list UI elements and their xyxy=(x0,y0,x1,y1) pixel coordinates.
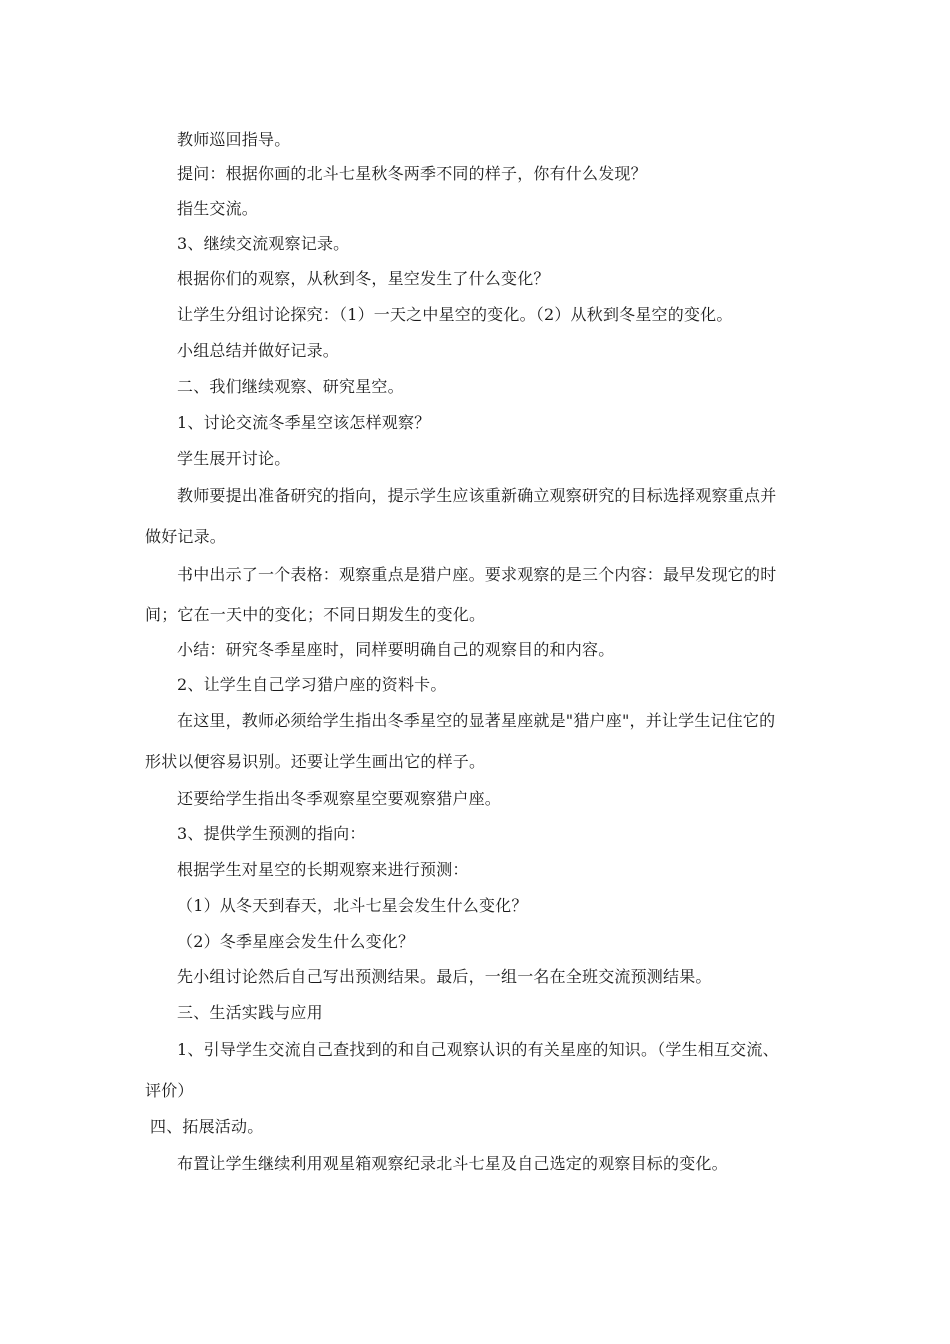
section-heading: 1、讨论交流冬季星空该怎样观察？ xyxy=(177,413,431,432)
text-line: 让学生分组讨论探究：（1）一天之中星空的变化。（2）从秋到冬星空的变化。 xyxy=(177,305,733,324)
text-line: 还要给学生指出冬季观察星空要观察猎户座。 xyxy=(177,789,502,808)
text-line: 学生展开讨论。 xyxy=(177,449,291,468)
text-line: 提问：根据你画的北斗七星秋冬两季不同的样子，你有什么发现？ xyxy=(177,164,647,183)
section-heading: 四、拓展活动。 xyxy=(150,1117,264,1136)
list-item: （2）冬季星座会发生什么变化？ xyxy=(177,932,415,951)
text-line: 书中出示了一个表格：观察重点是猎户座。要求观察的是三个内容：最早发现它的时 xyxy=(177,565,777,584)
text-line: 1、引导学生交流自己查找到的和自己观察认识的有关星座的知识。（学生相互交流、 xyxy=(177,1040,779,1059)
text-line: 间；它在一天中的变化；不同日期发生的变化。 xyxy=(145,605,486,624)
section-heading: 3、提供学生预测的指向： xyxy=(177,824,366,843)
text-line: 布置让学生继续利用观星箱观察纪录北斗七星及自己选定的观察目标的变化。 xyxy=(177,1154,728,1173)
section-heading: 3、继续交流观察记录。 xyxy=(177,234,350,253)
text-line: 根据你们的观察，从秋到冬，星空发生了什么变化？ xyxy=(177,269,550,288)
text-line: 小结：研究冬季星座时，同样要明确自己的观察目的和内容。 xyxy=(177,640,615,659)
section-heading: 二、我们继续观察、研究星空。 xyxy=(177,377,404,396)
text-line: 指生交流。 xyxy=(177,199,259,218)
list-item: （1）从冬天到春天，北斗七星会发生什么变化？ xyxy=(177,896,528,915)
text-line: 教师要提出准备研究的指向，提示学生应该重新确立观察研究的目标选择观察重点并 xyxy=(177,486,777,505)
section-heading: 2、让学生自己学习猎户座的资料卡。 xyxy=(177,675,447,694)
section-heading: 三、生活实践与应用 xyxy=(177,1003,323,1022)
text-line: 根据学生对星空的长期观察来进行预测： xyxy=(177,860,469,879)
text-line: 做好记录。 xyxy=(145,527,227,546)
text-line: 在这里，教师必须给学生指出冬季星空的显著星座就是"猎户座"，并让学生记住它的 xyxy=(177,711,776,730)
text-line: 评价） xyxy=(145,1081,194,1100)
text-line: 小组总结并做好记录。 xyxy=(177,341,340,360)
text-line: 形状以便容易识别。还要让学生画出它的样子。 xyxy=(145,752,486,771)
text-line: 教师巡回指导。 xyxy=(177,130,291,149)
text-line: 先小组讨论然后自己写出预测结果。最后，一组一名在全班交流预测结果。 xyxy=(177,967,712,986)
